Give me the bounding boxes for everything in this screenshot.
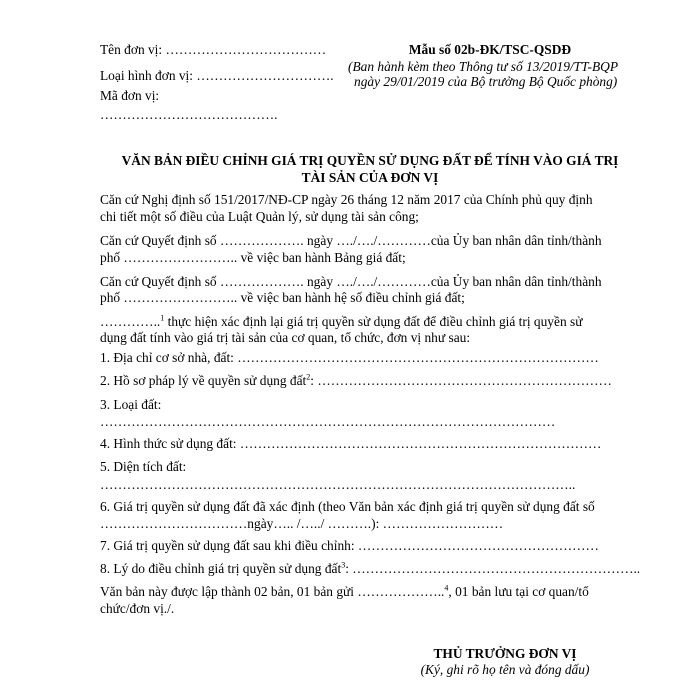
item-3-land-type: 3. Loại đất: <box>100 397 162 412</box>
intro-text: thực hiện xác định lại giá trị quyền sử dụng đất để điều chỉnh giá trị quyền sử <box>164 314 583 329</box>
unit-code-label: Mã đơn vị: <box>100 88 160 103</box>
copies-note-line2: chức/đơn vị./. <box>100 601 175 616</box>
item-4-usage-form: 4. Hình thức sử dụng đất: ……………………………………………………………………… <box>100 436 602 451</box>
intro-paragraph-line2: dụng đất tính vào giá trị tài sản của cơ quan, tổ chức, đơn vị như sau: <box>100 330 471 345</box>
item-5-dots: …………………………………………………………………………………………….. <box>100 477 576 492</box>
footnote-ref-4: 4 <box>444 583 449 593</box>
legal-basis-2-line1: Căn cứ Quyết định số ………………. ngày …./…./…………của Ủy ban nhân dân tỉnh/thành <box>100 233 602 248</box>
legal-basis-1-line2: chi tiết một số điều của Luật Quản lý, sử dụng tài sản công; <box>100 209 419 224</box>
item-3-dots: ………………………………………………………………………………………… <box>100 414 556 429</box>
item-5-land-area: 5. Diện tích đất: <box>100 459 187 474</box>
item-7-adjusted-value: 7. Giá trị quyền sử dụng đất sau khi điều chỉnh: ……………………………………………… <box>100 538 599 553</box>
legal-basis-2-line2: phố …………………….. về việc ban hành Bảng giá đất; <box>100 250 406 265</box>
intro-dots: ………….. <box>100 314 161 329</box>
issued-note-line2: ngày 29/01/2019 của Bộ trưởng Bộ Quốc phòng) <box>354 74 618 89</box>
signature-title: THỦ TRƯỞNG ĐƠN VỊ <box>433 646 577 661</box>
copies-note-text-b: , 01 bản lưu tại cơ quan/tổ <box>448 584 589 599</box>
footnote-ref-1: 1 <box>160 313 165 323</box>
legal-basis-3-line1: Căn cứ Quyết định số ………………. ngày …./…./…………của Ủy ban nhân dân tỉnh/thành <box>100 274 602 289</box>
item-2-dots: : ………………………………………………………… <box>310 373 612 388</box>
signature-note: (Ký, ghi rõ họ tên và đóng dấu) <box>420 662 590 677</box>
unit-name-field: Tên đơn vị: ……………………………… <box>100 42 327 57</box>
item-8-dots: : ……………………………………………………….. <box>345 561 641 576</box>
unit-code-dots: …………………………………. <box>100 107 278 122</box>
item-2-legal-docs <box>100 373 612 389</box>
footnote-ref-2: 2 <box>306 372 311 382</box>
issued-note-line1: (Ban hành kèm theo Thông tư số 13/2019/TT-BQP <box>348 59 619 74</box>
intro-paragraph-line1 <box>100 314 582 330</box>
item-1-address: 1. Địa chỉ cơ sở nhà, đất: ……………………………………………………………………… <box>100 350 599 365</box>
item-6-line1: 6. Giá trị quyền sử dụng đất đã xác định (theo Văn bản xác định giá trị quyền sử dụng đất số <box>100 499 595 514</box>
footnote-ref-3: 3 <box>341 560 346 570</box>
copies-note-line1 <box>100 584 589 600</box>
unit-type-field: Loại hình đơn vị: …………………………. <box>100 68 334 83</box>
legal-basis-1-line1: Căn cứ Nghị định số 151/2017/NĐ-CP ngày 26 tháng 12 năm 2017 của Chính phủ quy định <box>100 192 593 207</box>
document-title-line2: TÀI SẢN CỦA ĐƠN VỊ <box>301 170 439 185</box>
item-2-label: 2. Hồ sơ pháp lý về quyền sử dụng đất <box>100 373 307 388</box>
item-8-reason <box>100 561 640 577</box>
item-8-label: 8. Lý do điều chỉnh giá trị quyền sử dụng đất <box>100 561 342 576</box>
item-6-line2: ……………………………ngày….. /…../ ……….): ……………………… <box>100 516 504 531</box>
copies-note-text-a: Văn bản này được lập thành 02 bản, 01 bản gửi ……………….. <box>100 584 445 599</box>
legal-basis-3-line2: phố …………………….. về việc ban hành hệ số điều chỉnh giá đất; <box>100 290 465 305</box>
document-title-line1: VĂN BẢN ĐIỀU CHỈNH GIÁ TRỊ QUYỀN SỬ DỤNG ĐẤT ĐỂ TÍNH VÀO GIÁ TRỊ <box>121 153 619 168</box>
form-number: Mẫu số 02b-ĐK/TSC-QSDĐ <box>408 42 572 57</box>
